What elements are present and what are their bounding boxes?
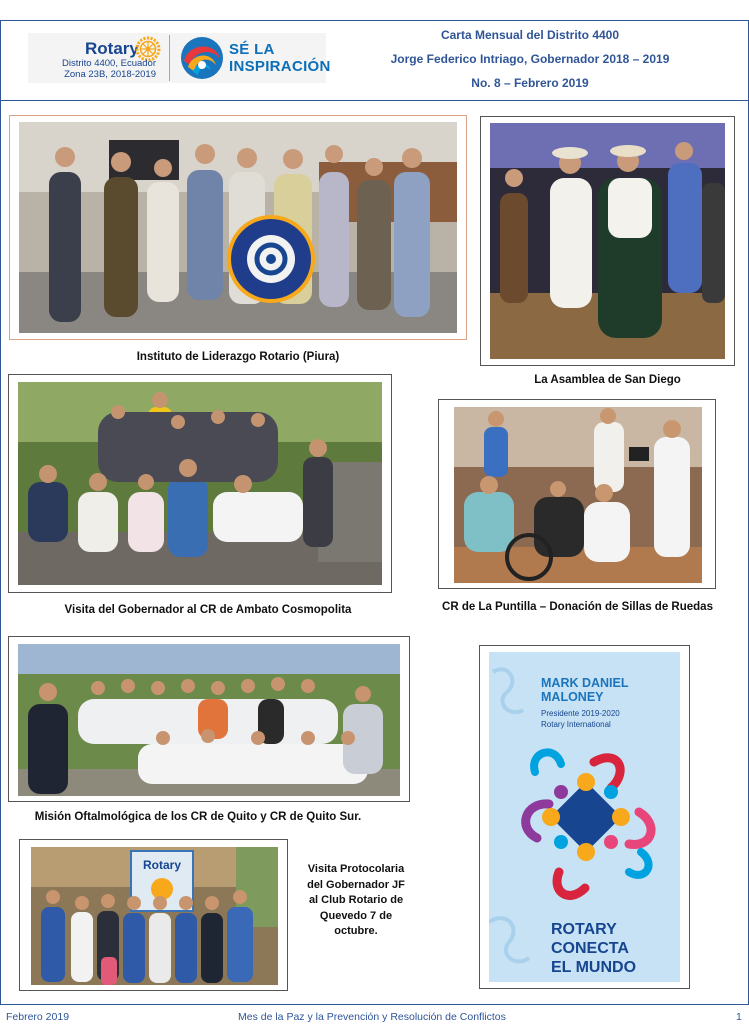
photo-leadership-institute xyxy=(9,115,467,340)
caption-quito: Misión Oftalmológica de los CR de Quito y CR de Quito Sur. xyxy=(34,811,362,823)
caption-puntilla: CR de La Puntilla – Donación de Sillas de Ruedas xyxy=(442,601,713,613)
rotary-connects-logo xyxy=(526,752,651,895)
poster-slogan: ROTARY CONECTA EL MUNDO xyxy=(551,921,637,976)
footer-theme: Mes de la Paz y la Prevención y Resolución de Conflictos xyxy=(238,1011,506,1023)
caption-san-diego: La Asamblea de San Diego xyxy=(534,374,681,386)
president-role: Presidente 2019-2020 Rotary International xyxy=(541,709,620,729)
banner-rotary-text: Rotary xyxy=(142,858,182,872)
wheelchair-donation-image xyxy=(454,407,702,583)
ambato-group-image xyxy=(18,382,382,585)
president-name: MARK DANIEL MALONEY xyxy=(541,676,629,704)
theme-slogan: SÉ LA INSPIRACIÓN xyxy=(229,41,331,75)
footer-month: Febrero 2019 xyxy=(6,1011,70,1023)
photo-quevedo-visit xyxy=(19,839,288,991)
logo-divider xyxy=(169,35,170,81)
caption-ambato: Visita del Gobernador al CR de Ambato Cosmopolita xyxy=(64,604,352,616)
district-info: Distrito 4400, Ecuador Zona 23B, 2018-2019 xyxy=(62,58,156,80)
newsletter-title: Carta Mensual del Distrito 4400 xyxy=(440,28,620,42)
leadership-group-image xyxy=(19,122,457,333)
theme-swirl-icon xyxy=(178,35,226,81)
san-diego-image xyxy=(490,123,725,359)
caption-quevedo: Visita Protocolaria del Gobernador JF al Club Rotario de Quevedo 7 de octubre. xyxy=(307,863,405,937)
photo-quito-mission xyxy=(8,636,410,802)
president-poster xyxy=(479,645,690,989)
caption-leadership: Instituto de Liderazgo Rotario (Piura) xyxy=(136,351,340,363)
leadership-emblem xyxy=(227,215,315,303)
governor-line: Jorge Federico Intriago, Gobernador 2018 – 2019 xyxy=(390,52,670,66)
header-divider xyxy=(0,100,749,101)
photo-ambato-visit xyxy=(8,374,392,593)
rotary-wordmark: Rotary xyxy=(85,39,139,58)
photo-san-diego-assembly xyxy=(480,116,735,366)
page-number: 1 xyxy=(736,1011,742,1023)
quevedo-group-image xyxy=(31,847,278,985)
issue-line: No. 8 – Febrero 2019 xyxy=(471,76,589,90)
poster-panel xyxy=(489,652,680,982)
quito-group-image xyxy=(18,644,400,796)
photo-puntilla-wheelchairs xyxy=(438,399,716,589)
newsletter-logo xyxy=(28,33,331,83)
